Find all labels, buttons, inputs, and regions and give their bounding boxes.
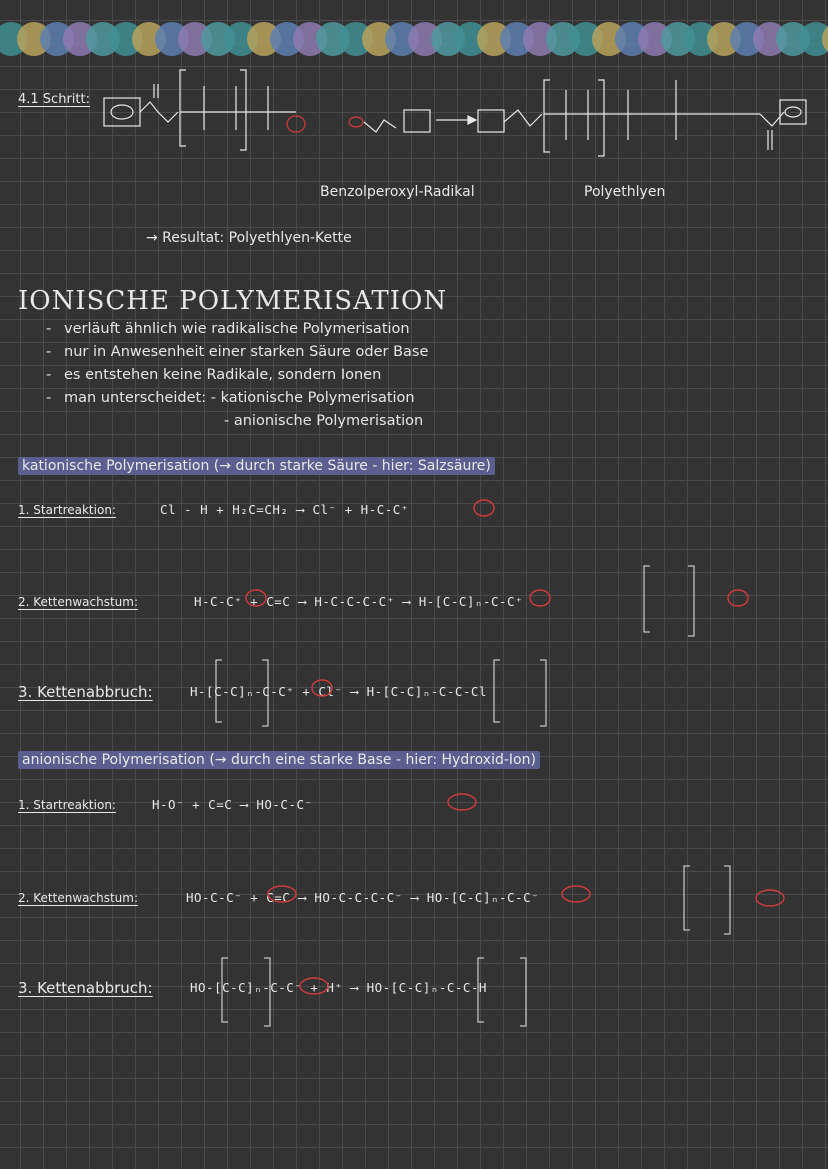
benzoyl-radical-label: Benzolperoxyl-Radikal: [320, 184, 475, 200]
an-step-3-equation: HO-[C-C]ₙ-C-C⁻ + H⁺ ⟶ HO-[C-C]ₙ-C-C-H: [190, 980, 487, 995]
kationisch-heading: kationische Polymerisation (→ durch starke Säure - hier: Salzsäure): [18, 458, 495, 474]
an-step-1-label: 1. Startreaktion:: [18, 798, 116, 812]
kat-step-1-label: 1. Startreaktion:: [18, 503, 116, 517]
benzene-ring-1: [104, 98, 140, 126]
anionisch-heading: anionische Polymerisation (→ durch eine starke Base - hier: Hydroxid-Ion): [18, 752, 540, 768]
bullet-item: - anionische Polymerisation: [224, 413, 424, 429]
bullet-list: [46, 318, 428, 433]
an-step-2-label: 2. Kettenwachstum:: [18, 891, 138, 905]
bullet-item: - verläuft ähnlich wie radikalische Polymerisation: [46, 321, 410, 337]
an-step-1-equation: H-O⁻ + C=C ⟶ HO-C-C⁻: [152, 797, 313, 812]
an-step-2-equation: HO-C-C⁻ + C=C ⟶ HO-C-C-C-C⁻ ⟶ HO-[C-C]ₙ-C-C⁻: [186, 890, 540, 905]
kat-step-3-equation: H-[C-C]ₙ-C-C⁺ + Cl⁻ ⟶ H-[C-C]ₙ-C-C-Cl: [190, 684, 487, 699]
an-step-3-label: 3. Kettenabbruch:: [18, 979, 153, 997]
bullet-item: - es entstehen keine Radikale, sondern Ionen: [46, 367, 382, 383]
bullet-item: - man unterscheidet: - kationische Polymerisation: [46, 390, 415, 406]
kat-step-2-label: 2. Kettenwachstum:: [18, 595, 138, 609]
kat-step-3-label: 3. Kettenabbruch:: [18, 683, 153, 701]
result-text: → Resultat: Polyethlyen-Kette: [146, 230, 352, 246]
bullet-item: - nur in Anwesenheit einer starken Säure oder Base: [46, 344, 429, 360]
polyethylene-label: Polyethlyen: [584, 184, 666, 200]
kat-step-2-equation: H-C-C⁺ + C=C ⟶ H-C-C-C-C⁺ ⟶ H-[C-C]ₙ-C-C⁺: [194, 594, 524, 609]
step-label: 4.1 Schritt:: [18, 92, 90, 107]
section-title: IONISCHE POLYMERISATION: [18, 286, 448, 316]
kat-step-1-equation: Cl - H + H₂C=CH₂ ⟶ Cl⁻ + H-C-C⁺: [160, 502, 409, 517]
